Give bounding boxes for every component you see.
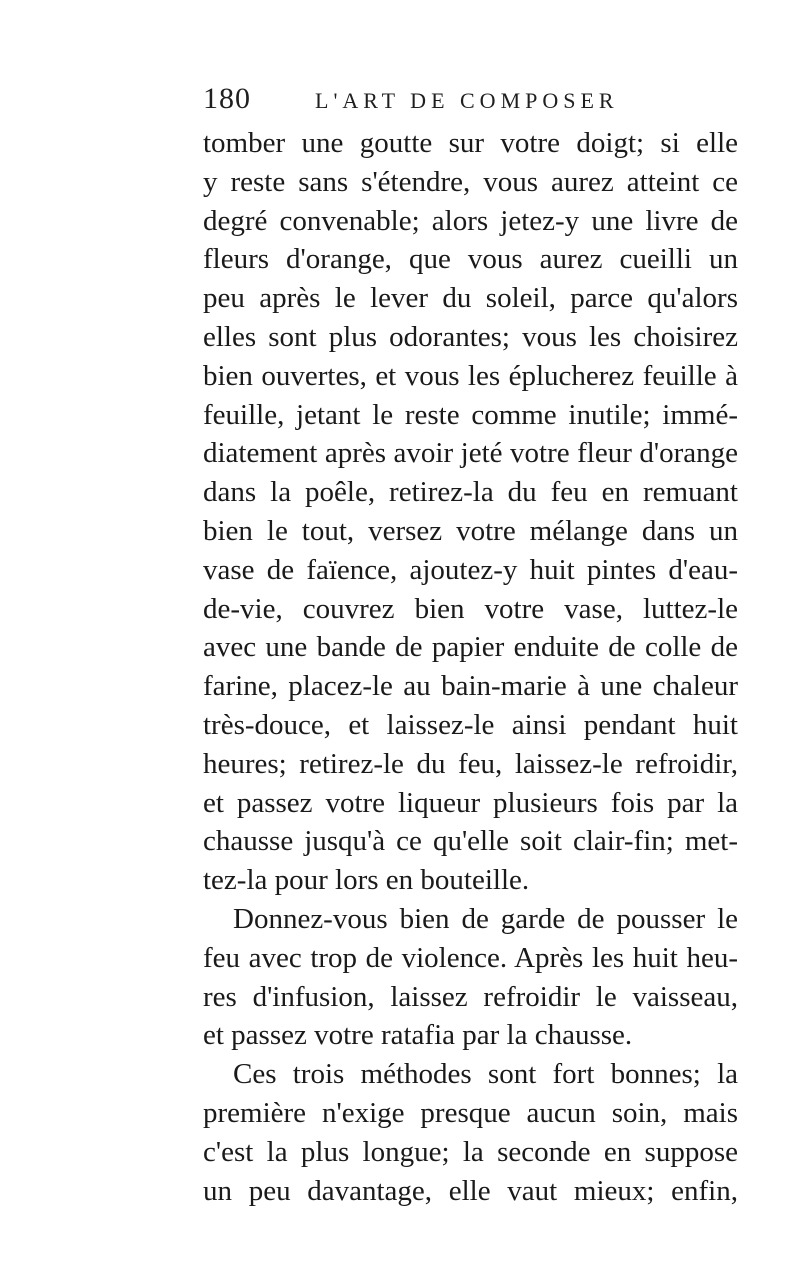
paragraph-1 <box>203 124 738 900</box>
text-line: farine, placez-le au bain-marie à une chaleur <box>203 670 738 703</box>
text-line: feuille, jetant le reste comme inutile; immé- <box>203 398 738 431</box>
text-line: un peu davantage, elle vaut mieux; enfin, <box>203 1174 738 1207</box>
running-title: L'ART DE COMPOSER <box>315 88 619 113</box>
text-line: tez-la pour lors en bouteille. <box>203 864 530 897</box>
text-line: bien ouvertes, et vous les éplucherez feuille à <box>203 359 738 392</box>
text-line: elles sont plus odorantes; vous les choisirez <box>203 320 738 353</box>
text-line: dans la poêle, retirez-la du feu en remuant <box>203 476 738 509</box>
text-line: degré convenable; alors jetez-y une livre de <box>203 204 738 237</box>
page-number: 180 <box>203 82 251 115</box>
text-line: Ces trois méthodes sont fort bonnes; la <box>233 1058 738 1091</box>
body-text <box>203 124 738 1210</box>
text-line: peu après le lever du soleil, parce qu'alors <box>203 282 738 315</box>
text-line: avec une bande de papier enduite de colle de <box>203 631 738 664</box>
text-line: très-douce, et laissez-le ainsi pendant huit <box>203 708 738 741</box>
text-line: fleurs d'orange, que vous aurez cueilli un <box>203 243 738 276</box>
text-line: heures; retirez-le du feu, laissez-le refroidir, <box>203 747 738 780</box>
text-line: y reste sans s'étendre, vous aurez atteint ce <box>203 165 738 198</box>
text-line: et passez votre ratafia par la chausse. <box>203 1019 633 1052</box>
text-line: et passez votre liqueur plusieurs fois par la <box>203 786 738 819</box>
text-line: vase de faïence, ajoutez-y huit pintes d'eau- <box>203 553 738 586</box>
text-line: Donnez-vous bien de garde de pousser le <box>233 902 738 935</box>
text-line: chausse jusqu'à ce qu'elle soit clair-fin; met- <box>203 825 738 858</box>
text-line: première n'exige presque aucun soin, mais <box>203 1096 738 1129</box>
paragraph-2 <box>203 900 738 1055</box>
text-line: de-vie, couvrez bien votre vase, luttez-le <box>203 592 738 625</box>
text-line: tomber une goutte sur votre doigt; si elle <box>203 127 738 159</box>
page-header <box>200 80 740 120</box>
paragraph-3 <box>203 1055 738 1210</box>
text-line: feu avec trop de violence. Après les huit heu- <box>203 941 738 974</box>
text-line: bien le tout, versez votre mélange dans un <box>203 514 738 547</box>
text-line: res d'infusion, laissez refroidir le vaisseau, <box>203 980 738 1013</box>
text-line: diatement après avoir jeté votre fleur d'orange <box>203 437 738 470</box>
text-line: c'est la plus longue; la seconde en suppose <box>203 1135 738 1168</box>
